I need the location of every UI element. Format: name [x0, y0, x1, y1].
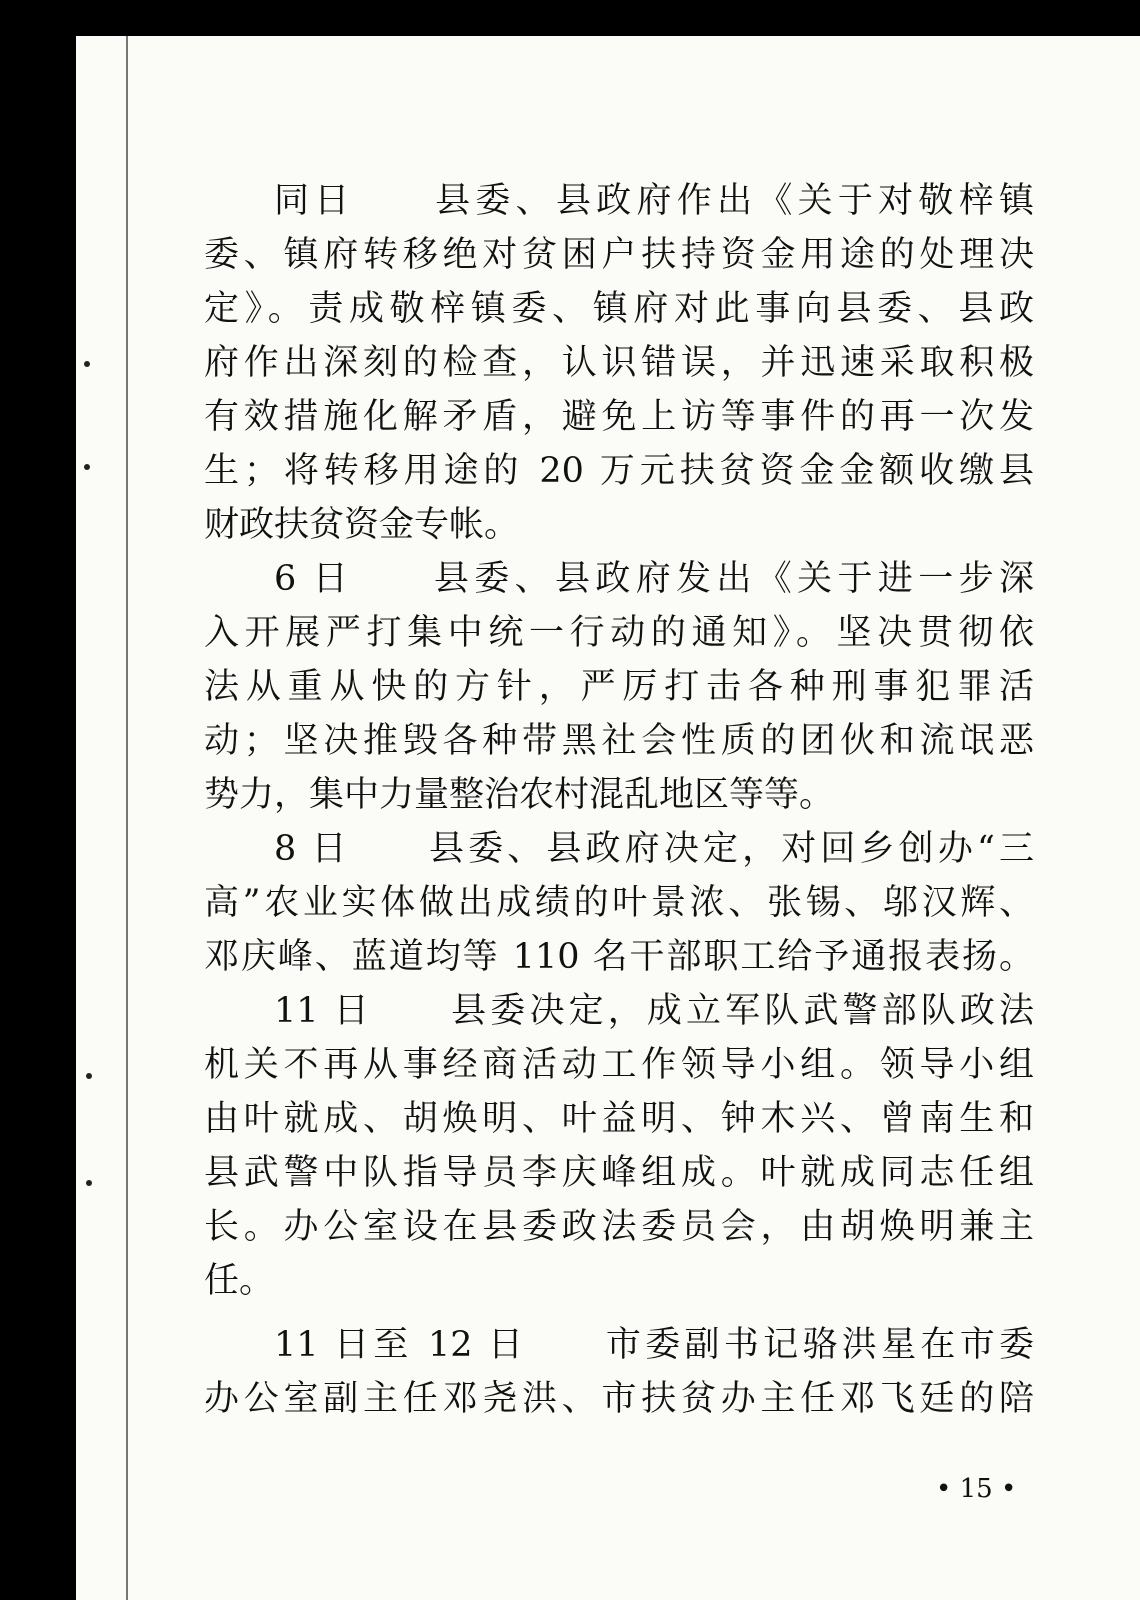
text-line: 高”农业实体做出成绩的叶景浓、张锡、邬汉辉、 [204, 883, 1034, 923]
page-number: • 15 • [936, 1474, 1017, 1504]
text-line: 委、镇府转移绝对贫困户扶持资金用途的处理决 [204, 235, 1034, 275]
text-line: 任。 [204, 1261, 275, 1301]
scan-speck [86, 1180, 92, 1186]
binding-margin-line [126, 36, 128, 1600]
scan-speck [84, 361, 90, 367]
text-line: 邓庆峰、蓝道均等 110 名干部职工给予通报表扬。 [204, 937, 1034, 977]
text-line: 8 日 县委、县政府决定，对回乡创办“三 [274, 829, 1034, 869]
text-line: 长。办公室设在县委政法委员会，由胡焕明兼主 [204, 1207, 1034, 1247]
text-line: 办公室副主任邓尧洪、市扶贫办主任邓飞廷的陪 [204, 1379, 1034, 1419]
text-line: 11 日 县委决定，成立军队武警部队政法 [274, 991, 1034, 1031]
scan-speck [86, 1073, 92, 1079]
text-line: 财政扶贫资金专帐。 [204, 505, 520, 545]
text-line: 法从重从快的方针，严厉打击各种刑事犯罪活 [204, 667, 1034, 707]
text-line: 府作出深刻的检查，认识错误，并迅速采取积极 [204, 343, 1034, 383]
text-line: 定》。责成敬梓镇委、镇府对此事向县委、县政 [204, 289, 1034, 329]
chronicle-text [204, 174, 1034, 1426]
document-page [76, 36, 1140, 1600]
text-line: 有效措施化解矛盾，避免上访等事件的再一次发 [204, 397, 1034, 437]
text-line: 由叶就成、胡焕明、叶益明、钟木兴、曾南生和 [204, 1099, 1034, 1139]
scan-speck [84, 464, 90, 470]
text-line: 生；将转移用途的 20 万元扶贫资金金额收缴县 [204, 451, 1034, 491]
text-line: 县武警中队指导员李庆峰组成。叶就成同志任组 [204, 1153, 1034, 1193]
text-line: 势力，集中力量整治农村混乱地区等等。 [204, 775, 835, 815]
text-line: 11 日至 12 日 市委副书记骆洪星在市委 [274, 1325, 1034, 1365]
text-line: 机关不再从事经商活动工作领导小组。领导小组 [204, 1045, 1034, 1085]
text-line: 入开展严打集中统一行动的通知》。坚决贯彻依 [204, 613, 1034, 653]
text-line: 6 日 县委、县政府发出《关于进一步深 [274, 559, 1034, 599]
text-line: 同日 县委、县政府作出《关于对敬梓镇 [274, 181, 1034, 221]
text-line: 动；坚决推毁各种带黑社会性质的团伙和流氓恶 [204, 721, 1034, 761]
